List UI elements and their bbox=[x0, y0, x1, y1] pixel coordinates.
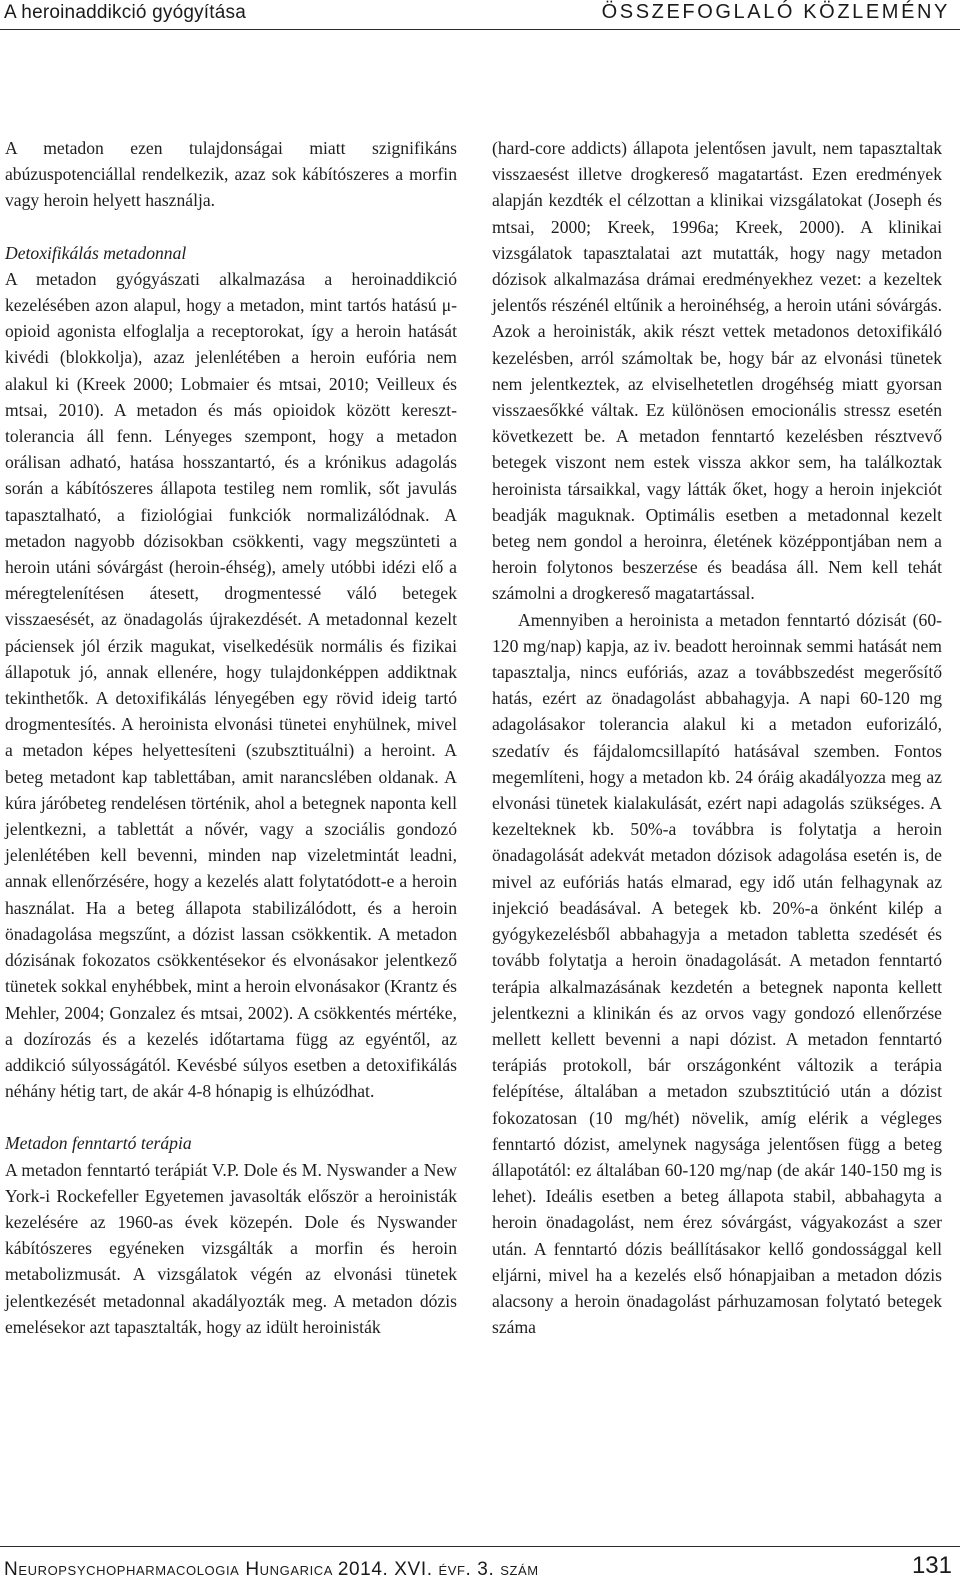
right-column bbox=[492, 135, 942, 1340]
page-number: 131 bbox=[911, 1552, 952, 1579]
page-footer bbox=[0, 1546, 960, 1590]
section-heading-detoxification: Detoxifikálás metadonnal bbox=[5, 242, 187, 263]
maintenance-therapy-paragraph: A metadon fenntartó terápiát V.P. Dole és M. Nyswander a New York-i Rockefeller Egyetemen javasolták először a heroinisták kezelésére az 1960-as évek közepén. Dole és Nyswander kábítószeres egyéneken vizsgálták a morfin és heroin metabolizmusát. A vizsgálatok végén az elvonási tünetek jelentkezését metadonnal akadályozták meg. A metadon dózis emelésekor azt tapasztalták, hogy az idült heroinisták bbox=[5, 1159, 457, 1337]
section-heading-maintenance-therapy: Metadon fenntartó terápia bbox=[5, 1133, 192, 1154]
intro-paragraph: A metadon ezen tulajdonságai miatt szignifikáns abúzuspotenciállal rendelkezik, azaz sok kábítószeres a morfin vagy heroin helyett használja. bbox=[5, 138, 457, 211]
right-paragraph-1: (hard-core addicts) állapota jelentősen javult, nem tapasztaltak visszaesést illetve drogkereső magatartást. Ezen eredmények alapján kezdték el célzottan a klinikai vizsgálatokat (Joseph és mtsai, 2000; Kreek, 1996a; Kreek, 2000). A klinikai vizsgálatok tapasztalatai azt mutatták, hogy nagy metadon dózisok alkalmazása drámai eredményekhez vezet: a kezeltek jelentős részénél eltűnik a heroinéhség, a heroin utáni sóvárgás. Azok a heroinisták, akik részt vettek metadonos detoxifikáló kezelésben, arról számoltak be, hogy bár az elvonási tünetek nem jelentkeztek, az elviselhetetlen drogéhség miatt gyorsan visszaesőkké váltak. Ez különösen emocionális stressz esetén következett be. A metadon fenntartó kezelésben résztvevő betegek viszont nem estek vissza akkor sem, ha találkoztak heroinista társaikkal, vagy látták őket, hogy a heroin injekciót beadják maguknak. Optimális esetben a metadonnal kezelt beteg nem gondol a heroinra, életének középpontjában nem a heroin folytonos beszerzése és beadása áll. Nem kell tehát számolni a drogkereső magatartással. bbox=[492, 138, 942, 604]
journal-citation bbox=[4, 1559, 539, 1581]
left-column bbox=[5, 135, 457, 1340]
running-title: A heroinaddikció gyógyítása bbox=[4, 2, 247, 23]
journal-issue: 2014. XVI. évf. 3. szám bbox=[337, 1559, 539, 1580]
running-header bbox=[0, 0, 960, 30]
detoxification-paragraph: A metadon gyógyászati alkalmazása a heroinaddikció kezelésében azon alapul, hogy a metadon, mint tartós hatású μ-opioid agonista elfoglalja a receptorokat, így a heroin hatását kivédi (blokkolja), azaz jelenlétében a heroin eufória nem alakul ki (Kreek 2000; Lobmaier és mtsai, 2010; Veilleux és mtsai, 2010). A metadon és más opioidok között kereszt-tolerancia áll fenn. Lényeges szempont, hogy a metadon orálisan adható, hatása hosszantartó, és a krónikus adagolás során a kábítószeres állapota testileg nem romlik, sőt javulás tapasztalható, a fiziológiai funkciók normalizálódnak. A metadon nagyobb dózisokban csökkenti, vagy megszünteti a heroin utáni sóvárgást (heroin-éhség), amely utóbbi idézi elő a méregtelenítésen átesett, drogmentessé váló betegek visszaesését, az önadagolás újrakezdését. A metadonnal kezelt páciensek jól érzik magukat, viselkedésük normális és fizikai állapotuk jó, annak ellenére, hogy tulajdonképpen addiktnak tekinthetők. A detoxifikálás lényegében egy rövid ideig tartó drogmentesítés. A heroinista elvonási tünetei enyhülnek, mivel a metadon képes helyettesíteni (szubsztituálni) a heroint. A beteg metadont kap tablettában, amit narancslében oldanak. A kúra járóbeteg rendelésen történik, ahol a betegnek naponta kell jelentkezni, a tablettát a nővér, vagy a szociális gondozó jelenlétében kell bevenni, minden nap vizeletmintát leadni, annak ellenőrzésére, hogy a kezelés alatt folytatódott-e a heroin használat. Ha a beteg állapota stabilizálódott, és a heroin önadagolása megszűnt, a dózist lassan csökkentik. A metadon dózisának fokozatos csökkentésekor és elvonásakor jelentkező tünetek sokkal enyhébbek, mint a heroin elvonásakor (Krantz és Mehler, 2004; Gonzalez és mtsai, 2002). A csökkentés mértéke, a dozírozás és a kezelés időtartama függ az egyéntől, az addikció súlyosságától. Kevésbé súlyos esetben a detoxifikálás néhány hétig tart, de akár 4-8 hónapig is elhúzódhat. bbox=[5, 268, 457, 1102]
journal-name: Neuropsychopharmacologia Hungarica bbox=[4, 1559, 334, 1580]
section-label: ÖSSZEFOGLALÓ KÖZLEMÉNY bbox=[601, 1, 950, 23]
right-paragraph-2: Amennyiben a heroinista a metadon fenntartó dózisát (60-120 mg/nap) kapja, az iv. beadott heroinnak semmi hatását nem tapasztalja, nincs eufóriás, azaz a továbbszedést megerősítő hatás, ezért az önadagolást abbahagyja. A napi 60-120 mg adagolásakor tolerancia alakul ki a metadon euforizáló, szedatív és fájdalomcsillapító hatásával szemben. Fontos megemlíteni, hogy a metadon kb. 24 óráig akadályozza meg az elvonási tünetek kialakulását, ezért napi adagolás szükséges. A kezelteknek kb. 50%-a továbbra is folytatja a heroin önadagolását adekvát metadon dózisok adagolása esetén is, de mivel az eufóriás hatás elmarad, egy idő után felhagynak az injekció beadásával. A betegek kb. 20%-a önként kilép a gyógykezelésből abbahagyja a metadon tabletta szedését és tovább folytatja a heroin önadagolását. A metadon fenntartó terápia alkalmazásának kezdetén a betegnek naponta kellett jelentkezni a klinikán és az orvos vagy gondozó ellenőrzése mellett kellett bevenni a napi dózist. A metadon fenntartó terápiás protokoll, bár országonként változik a terápia felépítése, általában a metadon szubsztitúció után a dózist fokozatosan (10 mg/hét) növelik, amíg elérik a végleges fenntartó dózist, amelynek nagysága jelentősen függ a beteg állapotától: ez általában 60-120 mg/nap (de akár 140-150 mg is lehet). Ideális esetben a beteg állapota stabil, abbahagyta a heroin önadagolást, nem érez sóvárgást, vágyakozást a szer után. A fenntartó dózis beállításakor kellő gondossággal kell eljárni, mivel ha a kezelés első hónapjaiban a metadon dózis alacsony a heroin önadagolást párhuzamosan folytató betegek száma bbox=[492, 609, 942, 1338]
